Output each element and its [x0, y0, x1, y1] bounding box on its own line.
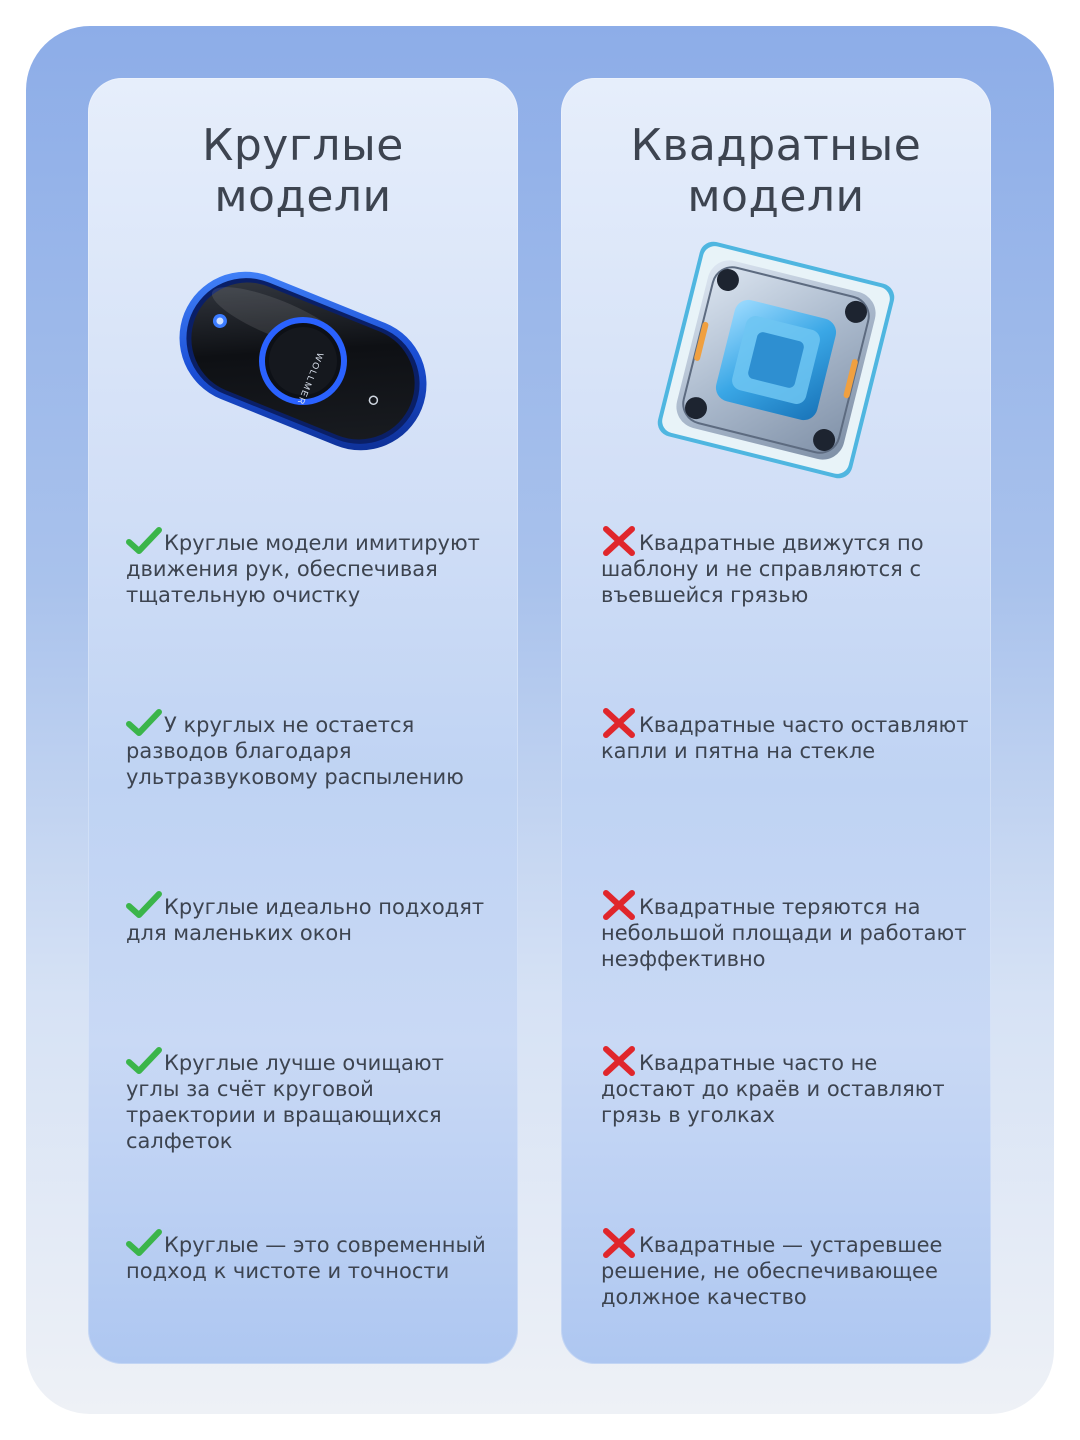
green-check-icon [126, 1228, 162, 1258]
square-item-4-text: Квадратные часто не достают до краёв и оставляют грязь в уголках [601, 1051, 945, 1127]
square-title-line-2: модели [687, 171, 865, 222]
brand-label: WOLLMER [295, 351, 326, 407]
square-models-title [561, 120, 991, 222]
round-models-panel [88, 78, 518, 1364]
red-cross-icon [601, 708, 637, 738]
square-item-1 [601, 526, 973, 608]
round-item-1-text: Круглые модели имитируют движения рук, обеспечивая тщательную очистку [126, 531, 480, 607]
green-check-icon [126, 708, 162, 738]
square-item-5 [601, 1228, 973, 1310]
round-title-line-2: модели [214, 171, 392, 222]
square-item-2 [601, 708, 973, 764]
red-cross-icon [601, 890, 637, 920]
round-robot-image [168, 256, 438, 466]
round-item-2-text: У круглых не остается разводов благодаря ультразвуковому распылению [126, 713, 464, 789]
square-item-2-text: Квадратные часто оставляют капли и пятна на стекле [601, 713, 969, 763]
round-item-3-text: Круглые идеально подходят для маленьких окон [126, 895, 485, 945]
green-check-icon [126, 526, 162, 556]
square-item-4 [601, 1046, 973, 1128]
red-cross-icon [601, 1046, 637, 1076]
round-item-3 [126, 890, 496, 946]
red-cross-icon [601, 526, 637, 556]
square-item-5-text: Квадратные — устаревшее решение, не обеспечивающее должное качество [601, 1233, 943, 1309]
background-frame [26, 26, 1054, 1414]
round-title-line-1: Круглые [202, 120, 404, 171]
square-models-panel [561, 78, 991, 1364]
green-check-icon [126, 1046, 162, 1076]
red-cross-icon [601, 1228, 637, 1258]
green-check-icon [126, 890, 162, 920]
round-item-4-text: Круглые лучше очищают углы за счёт круговой траектории и вращающихся салфеток [126, 1051, 444, 1153]
square-robot-image [651, 240, 901, 480]
round-item-5 [126, 1228, 496, 1284]
round-item-2 [126, 708, 496, 790]
round-item-4 [126, 1046, 496, 1154]
square-item-3-text: Квадратные теряются на небольшой площади и работают неэффективно [601, 895, 967, 971]
round-item-5-text: Круглые — это современный подход к чистоте и точности [126, 1233, 486, 1283]
square-item-3 [601, 890, 973, 972]
round-item-1 [126, 526, 496, 608]
square-item-1-text: Квадратные движутся по шаблону и не справляются с въевшейся грязью [601, 531, 924, 607]
round-models-title [88, 120, 518, 222]
square-title-line-1: Квадратные [630, 120, 922, 171]
